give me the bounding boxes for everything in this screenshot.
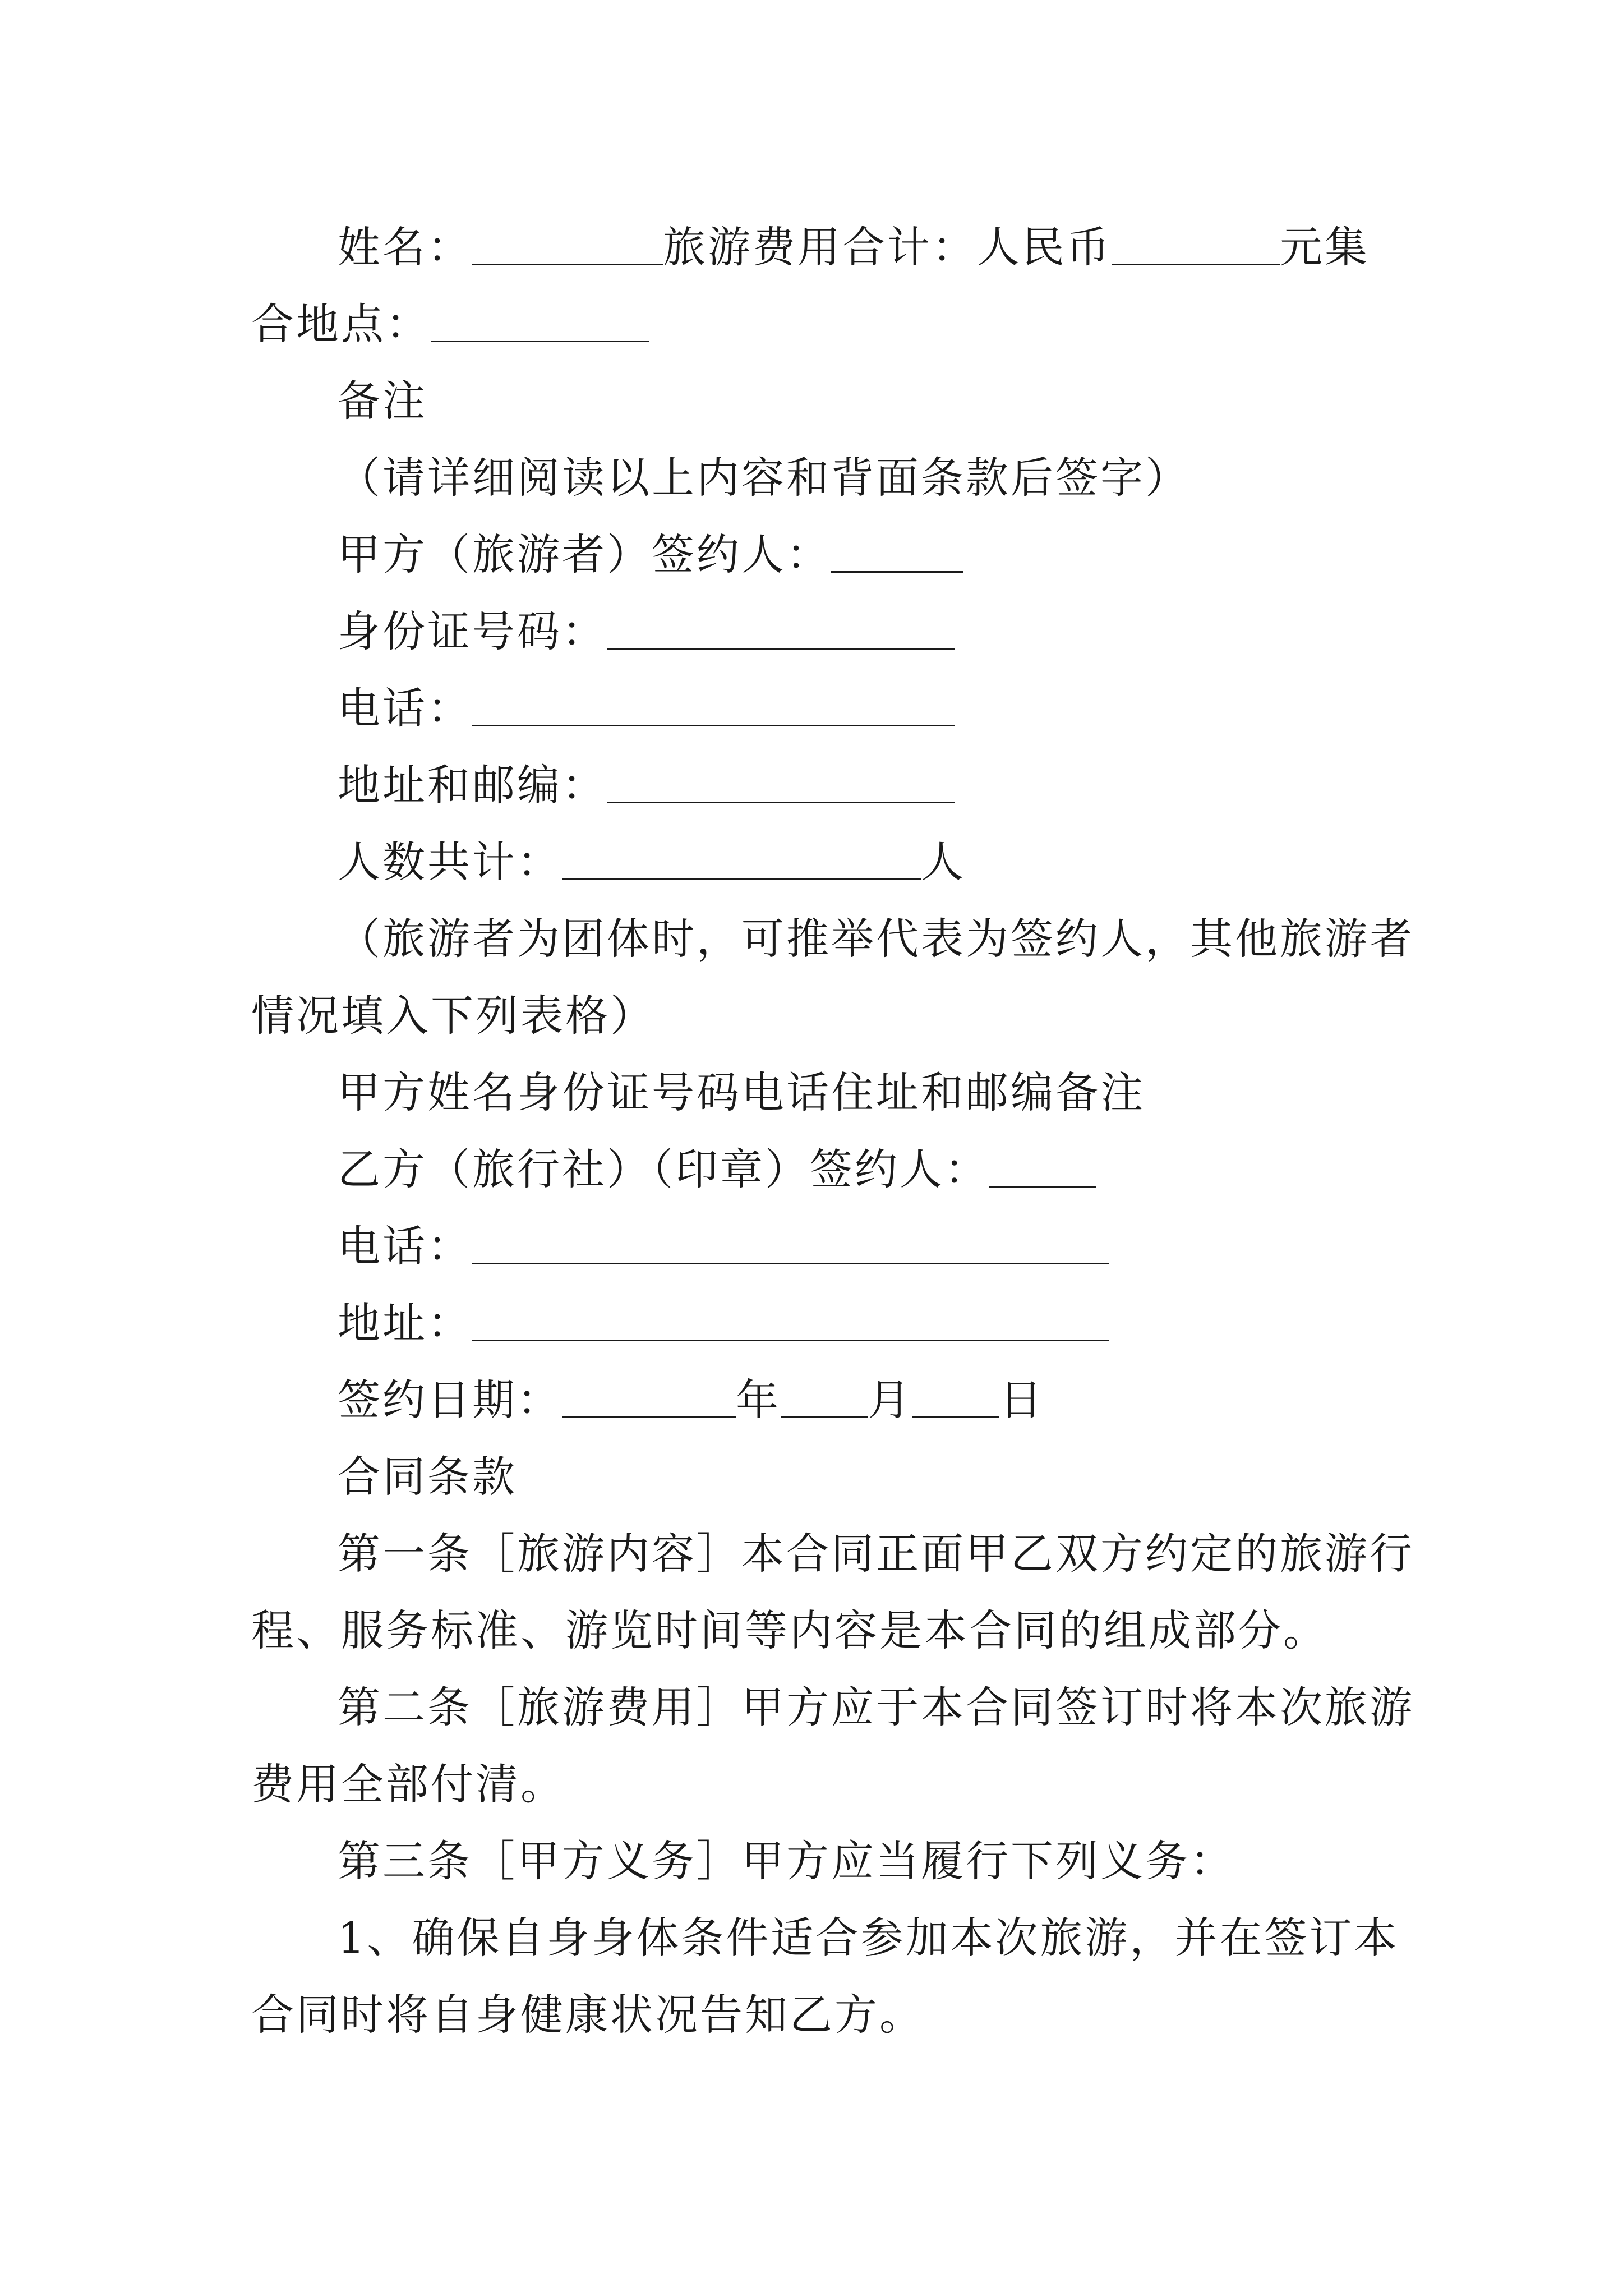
address-zip-line [251,747,1390,823]
year-blank[interactable] [562,1374,736,1418]
party-a-signer-label: 甲方（旅游者）签约人： [338,530,831,579]
address-zip-blank[interactable] [607,759,955,803]
party-b-signer-label: 乙方（旅行社）（印章）签约人： [338,1144,989,1194]
month-blank[interactable] [781,1374,868,1418]
phone-b-blank[interactable] [472,1220,1109,1264]
table-header-line: 甲方姓名身份证号码电话住址和邮编备注 [338,1068,1145,1117]
article-1-line-1: 第一条［旅游内容］本合同正面甲乙双方约定的旅游行 [338,1529,1414,1579]
terms-title: 合同条款 [338,1452,517,1502]
sign-date-label: 签约日期： [338,1375,562,1425]
party-b-signer-blank[interactable] [989,1143,1096,1188]
phone-b-label: 电话： [338,1221,472,1271]
group-note-line-2: 情况填入下列表格） [251,991,655,1041]
id-number-label: 身份证号码： [338,606,607,656]
place-blank[interactable] [431,298,649,342]
id-number-blank[interactable] [607,605,955,650]
party-b-signer-line [251,1131,1390,1208]
id-number-line [251,593,1390,670]
headcount-line [251,823,1390,900]
place-label: 合地点： [251,299,431,349]
article-3-line: 第三条［甲方义务］甲方应当履行下列义务： [338,1836,1235,1886]
phone-a-blank[interactable] [472,682,955,726]
day-blank[interactable] [912,1374,999,1418]
headcount-label: 人数共计： [338,837,562,887]
phone-a-label: 电话： [338,683,472,733]
name-fee-line [251,209,1390,286]
address-b-label: 地址： [338,1298,472,1348]
article-2-line-1: 第二条［旅游费用］甲方应于本合同签订时将本次旅游 [338,1682,1414,1732]
article-1-line-2: 程、服务标准、游览时间等内容是本合同的组成部分。 [251,1605,1328,1655]
group-note-line-1: （旅游者为团体时，可推举代表为签约人，其他旅游者 [338,914,1414,964]
place-line [251,286,1390,362]
address-zip-label: 地址和邮编： [338,760,607,810]
name-label: 姓名： [338,222,472,272]
fee-blank[interactable] [1112,221,1280,265]
party-a-signer-blank[interactable] [831,528,963,573]
fee-unit: 元集 [1280,222,1370,272]
contract-page [251,209,1414,2053]
read-note-line: （请详细阅读以上内容和背面条款后签字） [338,453,1190,503]
month-label: 月 [868,1375,912,1425]
fee-label: 旅游费用合计：人民币 [663,222,1112,272]
year-label: 年 [736,1375,781,1425]
phone-a-line [251,670,1390,747]
headcount-unit: 人 [921,837,966,887]
address-b-line [251,1285,1390,1361]
remark-line: 备注 [338,376,427,426]
article-2-line-2: 费用全部付清。 [251,1759,565,1809]
address-b-blank[interactable] [472,1297,1109,1341]
item-1-line-2: 合同时将自身健康状况告知乙方。 [251,1990,924,2040]
sign-date-line [251,1361,1390,1438]
item-1-line-1: 1、确保自身身体条件适合参加本次旅游，并在签订本 [338,1913,1399,1963]
phone-b-line [251,1208,1390,1285]
name-blank[interactable] [472,221,663,265]
day-label: 日 [999,1375,1044,1425]
headcount-blank[interactable] [562,836,921,880]
party-a-signer-line [251,516,1390,593]
